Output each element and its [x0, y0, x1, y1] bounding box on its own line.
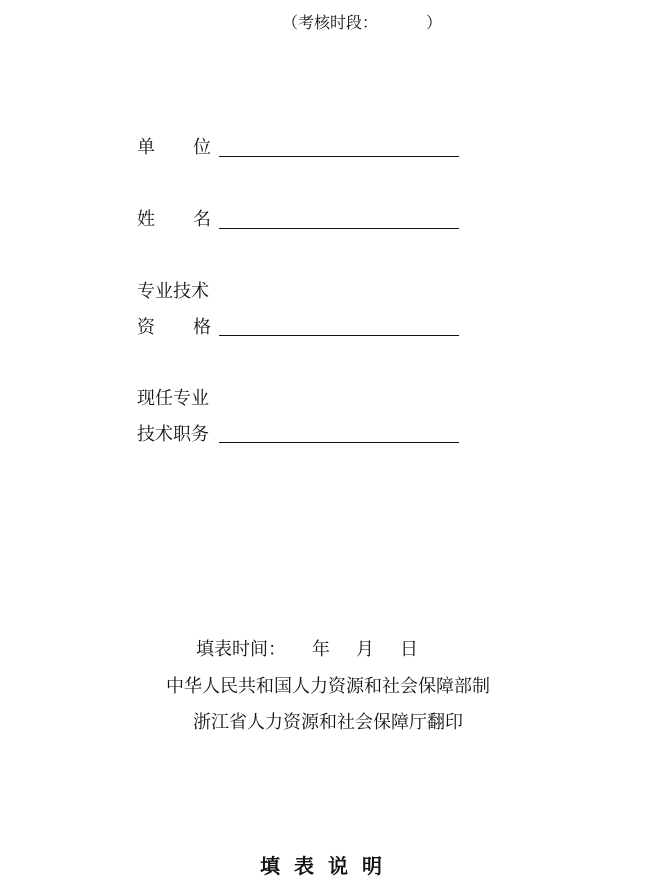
- position-label-line1: 现任专业: [137, 388, 209, 409]
- position-label-line2: 技术职务: [137, 424, 209, 445]
- name-label-char2: 名: [193, 209, 211, 230]
- month-label: 月: [356, 639, 374, 660]
- unit-label-char1: 单: [137, 137, 155, 158]
- instructions-title: 填表说明: [260, 854, 396, 878]
- name-field[interactable]: [219, 228, 459, 229]
- day-label: 日: [400, 639, 418, 660]
- period-label: （考核时段：: [282, 13, 379, 32]
- name-label: [137, 209, 211, 231]
- qualification-field[interactable]: [219, 335, 459, 336]
- qualification-label-line1: 专业技术: [137, 281, 209, 302]
- unit-label: [137, 137, 211, 159]
- unit-label-char2: 位: [193, 137, 211, 158]
- qualification-label-char1: 资: [137, 317, 155, 338]
- assessment-period: [282, 10, 442, 33]
- issuer-line: 中华人民共和国人力资源和社会保障部制: [166, 676, 490, 697]
- fill-date-row: [196, 635, 418, 661]
- unit-field[interactable]: [219, 156, 459, 157]
- position-field[interactable]: [219, 442, 459, 443]
- qualification-label-char2: 格: [193, 317, 211, 338]
- name-label-char1: 姓: [137, 209, 155, 230]
- reprinter-line: 浙江省人力资源和社会保障厅翻印: [193, 712, 463, 733]
- fill-time-label: 填表时间：: [196, 639, 286, 660]
- year-label: 年: [312, 639, 330, 660]
- qualification-label: [137, 317, 211, 339]
- period-close: ）: [426, 13, 443, 32]
